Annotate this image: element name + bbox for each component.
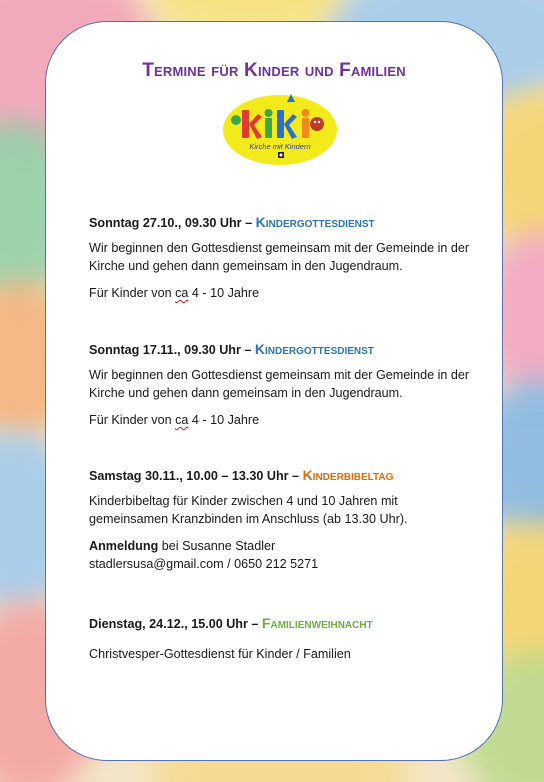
event-1 <box>89 214 480 311</box>
event-2 <box>89 341 480 438</box>
schedule-card <box>45 21 503 761</box>
contact-info: stadlersusa@gmail.com / 0650 212 5271 <box>89 557 319 571</box>
kiki-logo <box>222 94 338 166</box>
event-4 <box>89 615 480 672</box>
event-type: Kinderbibeltag <box>302 467 394 483</box>
event-heading: Sonntag 17.11., 09.30 Uhr – Kindergottesdienst <box>89 341 374 357</box>
event-heading: Sonntag 27.10., 09.30 Uhr – Kindergottesdienst <box>89 214 375 230</box>
event-type: Kindergottesdienst <box>254 341 374 357</box>
event-3 <box>89 467 480 582</box>
event-type: Familienweihnacht <box>261 615 373 631</box>
event-type: Kindergottesdienst <box>255 214 375 230</box>
event-description: Wir beginnen den Gottesdienst gemeinsam mit der Gemeinde in der Kirche und gehen dann gemeinsam in den Jugendraum. <box>89 368 470 400</box>
event-description: Wir beginnen den Gottesdienst gemeinsam mit der Gemeinde in der Kirche und gehen dann gemeinsam in den Jugendraum. <box>89 241 470 273</box>
event-description: Kinderbibeltag für Kinder zwischen 4 und 10 Jahren mit gemeinsamen Kranzbinden im Anschluss (ab 13.30 Uhr). <box>89 494 408 526</box>
event-age: Für Kinder von ca 4 - 10 Jahre <box>89 286 260 300</box>
svg-text:Kirche mit Kindern: Kirche mit Kindern <box>249 142 311 151</box>
event-heading: Samstag 30.11., 10.00 – 13.30 Uhr – Kinderbibeltag <box>89 467 394 483</box>
event-description: Christvesper-Gottesdienst für Kinder / Familien <box>89 647 351 661</box>
page-title: Termine für Kinder und Familien <box>142 60 406 81</box>
event-heading: Dienstag, 24.12., 15.00 Uhr – Familienweihnacht <box>89 615 373 631</box>
event-age: Für Kinder von ca 4 - 10 Jahre <box>89 413 260 427</box>
event-registration: Anmeldung bei Susanne Stadler stadlersusa@gmail.com / 0650 212 5271 <box>89 539 319 571</box>
